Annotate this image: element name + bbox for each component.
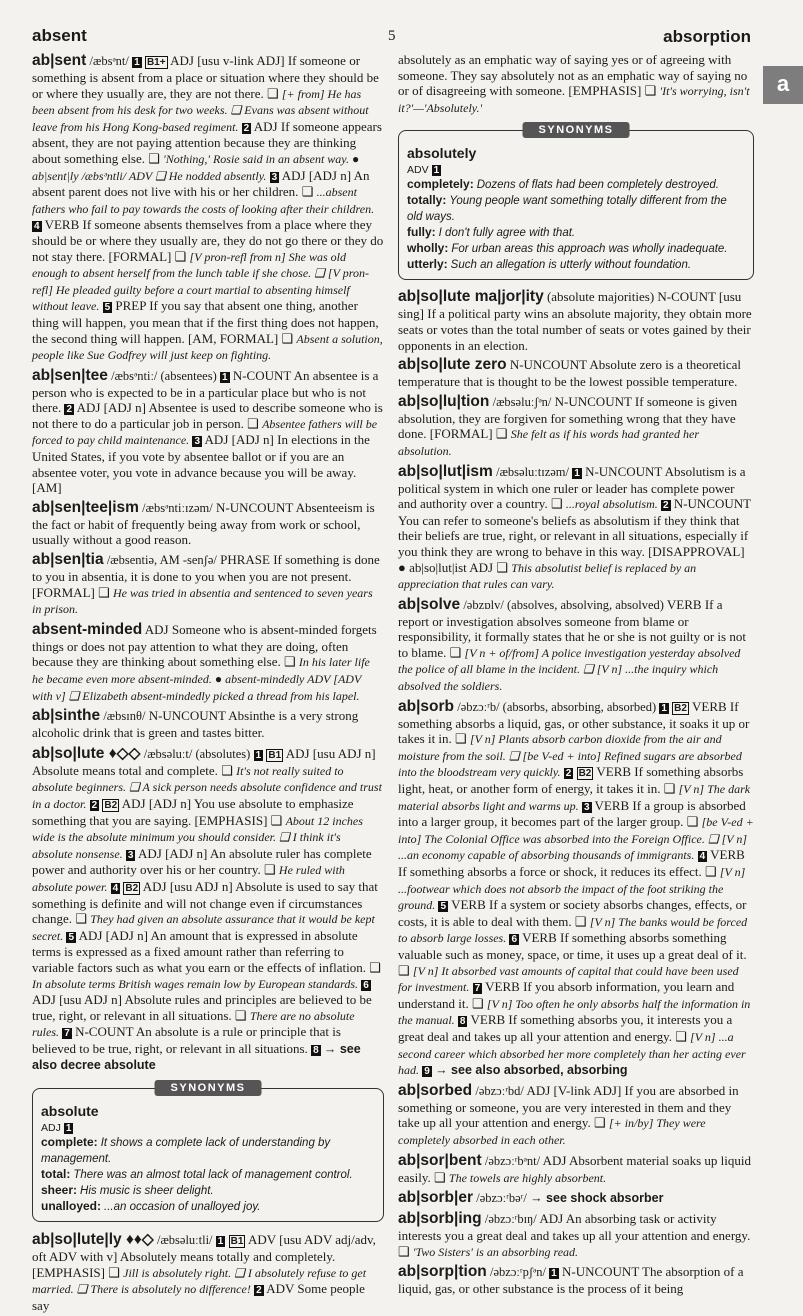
entry-absorbed: ab|sorbed /əbzɔːʳbd/ ADJ [V-link ADJ] If you are absorbed in something or someone, you are very interested in them and they take up all your attention and energy. ❑ [+ in/by] They were completely absorbed in each other. xyxy=(398,1081,739,1147)
headword: ab|sorbed xyxy=(398,1081,473,1099)
headword: ab|sorb xyxy=(398,697,455,715)
example: [V n + of/from] A police investigation yesterday absolved the police of all blame in the incident. ❑ [V n] ...the inquiry which absolved the soldiers. xyxy=(398,645,741,694)
entry-absorb: ab|sorb /əbzɔːʳb/ (absorbs, absorbing, absorbed) 1 B2 VERB If something absorbs a liquid, gas, or other substance, it soaks it up or takes it in. ❑ [V n] Plants absorb carbon dioxide from the air and moisture from the soil. ❑ [be V-ed + into] Refined sugars are absorbed into the bloodstream very quickly. 2 B2 VERB If something absorbs light, heat, or another form of energy, it takes it in. ❑ [V n] The dark material absorbs light and warms up. 3 VERB If a group is absorbed into a larger group, it becomes part of the larger group. ❑ [be V-ed + into] The Colonial Office was absorbed into the Foreign Office. ❑ [V n] ...an economy capable of absorbing thousands of immigrants. 4 VERB If something absorbs a force or shock, it reduces its effect. ❑ [V n] ...footwear which does not absorb the impact of the foot striking the ground. 5 VERB If a system or society absorbs changes, effects, or costs, it is able to deal with them. ❑ [V n] The banks would be forced to absorb large losses. 6 VERB If something absorbs something valuable such as money, space, or time, it uses up a great deal of it. ❑ [V n] It absorbed vast amounts of capital that could have been used for investment. 7 VERB If you absorb information, you learn and understand it. ❑ [V n] Too often he only absorbs half the information in the manual. 8 VERB If something absorbs you, it interests you a great deal and takes up all your attention and energy. ❑ [V n] ...a second career which absorbed her more completely than her acting ever had. 9 → see also absorbed, absorbing xyxy=(398,697,754,1078)
entry-absorbing: ab|sorb|ing /əbzɔːʳbɪŋ/ ADJ An absorbing task or activity interests you a great deal and takes up all your attention and energy. ❑ 'Two Sisters' is an absorbing read. xyxy=(398,1210,751,1259)
headword: ab|solve xyxy=(398,595,461,613)
example: Absentee fathers will be forced to pay child maintenance. xyxy=(32,416,378,448)
sense: VERB If someone absents themselves from a place where they should be or where they usually are, they do not go there or they do not stay there. [FORMAL] xyxy=(32,217,384,264)
headword: ab|sorp|tion xyxy=(398,1263,487,1281)
synonym-item: total: There was an almost total lack of management control. xyxy=(41,1167,353,1182)
example: They had given an absolute assurance that it would be kept secret. xyxy=(32,912,375,943)
entry-absolutely: ab|so|lute|ly ♦♦◇ /æbsəluːtli/ 1 B1 ADV [usu ADV adj/adv, oft ADV with v] Absolutely means totally and completely. [EMPHASIS] ❑ Jill is absolutely right. ❑ I absolutely refuse to get married. ❑ There is absolutely no difference! 2 ADV Some people say xyxy=(32,1231,376,1313)
synonyms-label: SYNONYMS xyxy=(523,122,630,138)
headword: absent-minded xyxy=(32,620,143,638)
sense: VERB If something absorbs a force or shock, it reduces its effect. xyxy=(398,847,745,879)
pronunciation: /æbsᵊntiːɪzəm/ xyxy=(142,500,213,515)
example: In absolute terms British wages remain low by European standards. xyxy=(32,976,358,991)
example: [V n] Too often he only absorbs half the information in the manual. xyxy=(398,996,751,1028)
sense: PHRASE If something is done to you in absentia, it is done to you when you are not present. [FORMAL] xyxy=(32,552,380,600)
synonym-item: complete: It shows a complete lack of understanding by management. xyxy=(41,1135,331,1166)
page-number: 5 xyxy=(388,28,396,44)
example: In his later life he became even more absent-minded. ● absent-mindedly ADV [ADV with v] ❑ Elizabeth absent-mindedly picked a thread from his lapel. xyxy=(32,655,370,703)
headword: ab|so|lu|tion xyxy=(398,392,490,410)
sense: N-UNCOUNT You can refer to someone's beliefs as absolutism if they think that their beliefs are true, right, or relevant in all situations, especially if you think they are wrong to behave in this way. [DISAPPROVAL] ● ab|so|lut|ist ADJ xyxy=(398,496,751,575)
example: [V pron-refl from n] She was old enough to absent herself from the lunch table if she chose. ❑ [V pron-refl] He pleaded guilty before a court martial to absenting himself without leave. xyxy=(32,249,369,314)
example: [V n] The dark material absorbs light and warms up. xyxy=(398,782,751,813)
entry-absolute-majority xyxy=(398,288,754,353)
sense: VERB If something absorbs you, it interests you a great deal and takes up all your attention and energy. xyxy=(398,1012,733,1044)
headword: ab|sent xyxy=(32,52,87,69)
sense: VERB If something absorbs something valuable such as money, space, or time, it uses up a great deal of it. xyxy=(398,930,747,962)
sense: N-UNCOUNT Absolutism is a political system in which one ruler or leader has complete power and authority over a country. xyxy=(398,463,746,512)
sense: VERB If something absorbs a liquid, gas, or other substance, it soaks it up or takes it in. xyxy=(398,698,750,747)
synonym-item: completely: Dozens of flats had been completely destroyed. xyxy=(407,177,719,192)
sense: N-COUNT An absentee is a person who is expected to be in a particular place but who is not there. xyxy=(32,367,379,416)
sense: N-UNCOUNT If someone is given absolution, they are forgiven for something wrong that they have done. [FORMAL] xyxy=(398,393,738,442)
pronunciation: /əbzɔːʳb/ (absorbs, absorbing, absorbed) xyxy=(457,699,657,714)
example: There are no absolute rules. xyxy=(32,1008,355,1040)
synonyms-label: SYNONYMS xyxy=(155,1080,262,1096)
headword: ab|so|lut|ism xyxy=(398,462,493,480)
sense: N-UNCOUNT The absorption of a liquid, gas, or other substance is the process of it being xyxy=(398,1264,744,1297)
sense: ADJ If someone appears absent, they are not paying attention because they are thinking about something else. xyxy=(32,118,382,166)
example: He ruled with absolute power. xyxy=(32,863,345,894)
entry-absinthe xyxy=(32,707,384,741)
sense: PREP If you say that absent one thing, another thing will happen, you mean that if the first thing does not happen, the second thing will happen. [AM, FORMAL] xyxy=(32,298,379,346)
pronunciation: /æbsᵊntiː/ (absentees) xyxy=(111,368,217,383)
pronunciation: /əbzɔːʳbᵊnt/ xyxy=(484,1153,541,1168)
sense: ADJ [ADJ n] You use absolute to emphasize something that you are saying. [EMPHASIS] xyxy=(32,795,354,828)
sense: VERB If a group is absorbed into a larger group, it becomes part of the larger group. xyxy=(398,797,746,830)
sense: ADV Some people say xyxy=(32,1281,365,1313)
pronunciation: /æbsᵊnt/ xyxy=(89,54,129,68)
part-of-speech: ADJ xyxy=(41,1122,61,1135)
pronunciation: /əbzɒlv/ (absolves, absolving, absolved) xyxy=(463,597,664,612)
entry-absolutism: ab|so|lut|ism /æbsəluːtɪzəm/ 1 N-UNCOUNT Absolutism is a political system in which one ruler or leader has complete power and authority over a country. ❑ ...royal absolutism. 2 N-UNCOUNT You can refer to someone's beliefs as absolutism if they think that their beliefs are true, right, or relevant in all situations, especially if you think they are wrong to behave in this way. [DISAPPROVAL] ● ab|so|lut|ist ADJ ❑ This absolutist belief is replaced by an appreciation that rules can vary. xyxy=(398,462,751,592)
pronunciation: /əbzɔːʳbd/ xyxy=(475,1083,524,1098)
entry-absolute-zero xyxy=(398,356,754,390)
example: Jill is absolutely right. ❑ I absolutely refuse to get married. ❑ There is absolutely no difference! xyxy=(32,1265,367,1297)
sense: ADJ [ADJ n] An amount that is expressed in absolute terms is expressed as a fixed amount rather than referring to variable factors such as what you earn or the effects of inflation. xyxy=(32,927,367,975)
sense: ADJ [V-link ADJ] If you are absorbed in something or someone, you are very interested in them and they take up all your attention and energy. xyxy=(398,1082,739,1131)
sense: ADJ An absorbing task or activity interests you a great deal and takes up all your attention and energy. xyxy=(398,1211,751,1244)
headword: ab|sorb|er xyxy=(398,1189,474,1207)
synonym-item: utterly: Such an allegation is utterly without foundation. xyxy=(407,257,692,272)
example: [+ in/by] They were completely absorbed in each other. xyxy=(398,1116,706,1147)
entry-absorption: ab|sorp|tion /əbzɔːʳpʃᵊn/ 1 N-UNCOUNT The absorption of a liquid, gas, or other substance is the process of it being xyxy=(398,1263,744,1297)
example: [+ from] He has been absent from his desk for two weeks. ❑ Evans was absent without leave from his Hong Kong-based regiment. xyxy=(32,86,369,134)
entry-absolutely-continued: absolutely as an emphatic way of saying yes or of agreeing with someone. They say absolutely not as an emphatic way of saying no or of disagreeing with someone. [EMPHASIS] ❑ 'It's worrying, isn't it?'—'Absolutely.' xyxy=(398,52,750,115)
synonym-item: fully: I don't fully agree with that. xyxy=(407,225,576,240)
guide-word-left: absent xyxy=(32,26,87,45)
sense: ADJ [ADJ n] An absolute ruler has complete power and authority over his or her country. xyxy=(32,845,372,878)
example: She felt as if his words had granted her absolution. xyxy=(398,427,699,458)
synonym-item: totally: Young people want something totally different from the old ways. xyxy=(407,193,727,224)
headword: ab|sorb|ing xyxy=(398,1210,482,1228)
example: 'Nothing,' Rosie said in an absent way. ● ab|sent|ly /æbsᵊntli/ ADV ❑ He nodded absently. xyxy=(32,151,360,183)
example: This absolutist belief is replaced by an appreciation that rules can vary. xyxy=(398,560,697,592)
letter-thumb-tab: a xyxy=(763,66,803,104)
entry-absorbent: ab|sor|bent /əbzɔːʳbᵊnt/ ADJ Absorbent material soaks up liquid easily. ❑ The towels are highly absorbent. xyxy=(398,1151,751,1185)
sense: VERB If a report or investigation absolves someone from blame or responsibility, it formally states that he or she is not guilty or is not to blame. xyxy=(398,596,746,660)
pronunciation: /əbzɔːʳpʃᵊn/ xyxy=(490,1265,546,1280)
cross-reference: → see also absorbed, absorbing xyxy=(435,1063,628,1078)
headword: ab|sinthe xyxy=(32,707,101,725)
headword: ab|sen|tee xyxy=(32,366,108,384)
pronunciation: /əbzɔːʳbəʳ/ xyxy=(476,1191,527,1206)
synonyms-box-absolute: SYNONYMS absolute ADJ 1 complete: It shows a complete lack of understanding by management. total: There was an almost total lack of management control. sheer: His music is sheer delight. unalloyed: ...an occasion of unalloyed joy. xyxy=(32,1088,384,1222)
synonyms-headword: absolutely xyxy=(407,145,477,162)
entry-absent: ab|sent /æbsᵊnt/ 1 B1+ ADJ [usu v-link ADJ] If someone or something is absent from a place or situation where they should be or where they usually are, they are not there. ❑ [+ from] He has been absent from his desk for two weeks. ❑ Evans was absent without leave from his Hong Kong-based regiment. 2 ADJ If someone appears absent, they are not paying attention because they are thinking about something else. ❑ 'Nothing,' Rosie said in an absent way. ● ab|sent|ly /æbsᵊntli/ ADV ❑ He nodded absently. 3 ADJ [ADJ n] An absent parent does not live with his or her children. ❑ ...absent fathers who fail to pay towards the costs of looking after their children. 4 VERB If someone absents themselves from a place where they should be or where they usually are, they do not go there or they do not stay there. [FORMAL] ❑ [V pron-refl from n] She was old enough to absent herself from the lunch table if she chose. ❑ [V pron-refl] He pleaded guilty before a court martial to absenting himself without leave. 5 PREP If you say that absent one thing, another thing will happen, you mean that if the first thing does not happen, the second thing will happen. [AM, FORMAL] ❑ Absent a solution, people like Sue Godfrey will just keep on fighting. xyxy=(32,52,384,363)
headword: ab|so|lute zero xyxy=(398,356,507,374)
pronunciation: /æbsentiə, AM -senʃə/ xyxy=(106,553,217,568)
sense: ADJ [usu ADJ n] Absolute means total and complete. xyxy=(32,745,376,778)
example: [V n] ...footwear which does not absorb the impact of the foot striking the ground. xyxy=(398,865,746,913)
headword: ab|sen|tia xyxy=(32,551,104,569)
left-column xyxy=(32,52,384,1316)
sense: ADJ [usu ADJ n] Absolute is used to say that something is definite and will not change even if circumstances change. xyxy=(32,878,378,927)
sense: ADJ [usu ADJ n] Absolute rules and principles are believed to be true, right, or relevant in all situations. xyxy=(32,992,372,1023)
headword: ab|sor|bent xyxy=(398,1151,482,1169)
example: ...royal absolutism. xyxy=(565,497,658,512)
sense: ADJ [ADJ n] Absentee is used to describe someone who is not there to do a particular job in person. xyxy=(32,400,383,431)
sense: ADJ [ADJ n] An absent parent does not live with his or her children. xyxy=(32,167,370,200)
example: 'Two Sisters' is an absorbing read. xyxy=(412,1244,579,1259)
example: The towels are highly absorbent. xyxy=(448,1170,607,1185)
pronunciation: /æbsəluːʃᵊn/ xyxy=(492,394,552,409)
sense: N-UNCOUNT Absenteeism is the fact or habit of frequently being away from work or school, usually without a good reason. xyxy=(32,499,375,548)
entry-absentia: ab|sen|tia /æbsentiə, AM -senʃə/ PHRASE If something is done to you in absentia, it is done to you when you are not present. [FORMAL] ❑ He was tried in absentia and sentenced to seven years in prison. xyxy=(32,551,380,617)
sense: ADJ [usu v-link ADJ] If someone or something is absent from a place or situation where they should be or where they usually are, they are not there. xyxy=(32,53,379,101)
sense: N-UNCOUNT Absinthe is a very strong alcoholic drink that is green and tastes bitter. xyxy=(32,708,359,741)
headword: ab|so|lute ♦◇◇ xyxy=(32,744,141,762)
example: [be V-ed + into] The Colonial Office was absorbed into the Foreign Office. ❑ [V n] ...an economy capable of absorbing thousands of immigrants. xyxy=(398,815,754,863)
entry-absolve: ab|solve /əbzɒlv/ (absolves, absolving, absolved) VERB If a report or investigation absolves someone from blame or responsibility, it formally states that he or she is not guilty or is not to blame. ❑ [V n + of/from] A police investigation yesterday absolved the police of all blame in the incident. ❑ [V n] ...the inquiry which absolved the soldiers. xyxy=(398,595,746,694)
pronunciation: /æbsɪnθ/ xyxy=(103,709,146,724)
sense: ADJ [ADJ n] In elections in the United States, if you vote by absentee ballot or if you are an absentee voter, you vote in advance because you will be away. [AM] xyxy=(32,432,370,496)
entry-absorber xyxy=(398,1189,754,1207)
entry-absentee: ab|sen|tee /æbsᵊntiː/ (absentees) 1 N-COUNT An absentee is a person who is expected to be in a particular place but who is not there. 2 ADJ [ADJ n] Absentee is used to describe someone who is not there to do a particular job in person. ❑ Absentee fathers will be forced to pay child maintenance. 3 ADJ [ADJ n] In elections in the United States, if you vote by absentee ballot or if you are an absentee voter, you vote in advance because you will be away. [AM] xyxy=(32,366,383,496)
page-header xyxy=(0,26,803,50)
example: It's not really suited to absolute beginners. ❑ A sick person needs absolute confidence and trust in a doctor. xyxy=(32,763,382,811)
sense: ADV [usu ADV adj/adv, oft ADV with v] Absolutely means totally and completely. [EMPHASIS] xyxy=(32,1232,376,1280)
example: ...absent fathers who fail to pay towards the costs of looking after their children. xyxy=(32,185,375,216)
sense: (absolute majorities) N-COUNT [usu sing] If a political party wins an absolute majority, they obtain more seats or votes than the total number of seats or votes gained by their opponents in an election. xyxy=(398,289,752,353)
guide-word-right: absorption xyxy=(663,27,751,46)
headword: ab|so|lute ma|jor|ity xyxy=(398,288,544,306)
cross-reference: → see shock absorber xyxy=(530,1191,664,1206)
example: About 12 inches wide is the absolute minimum you should consider. ❑ I think it's absolute nonsense. xyxy=(32,813,363,861)
example: [V n] Plants absorb carbon dioxide from the air and moisture from the soil. ❑ [be V-ed + into] Refined sugars are absorbed into the bloodstream very quickly. xyxy=(398,732,742,780)
entry-absolution: ab|so|lu|tion /æbsəluːʃᵊn/ N-UNCOUNT If someone is given absolution, they are forgiven for something wrong that they have done. [FORMAL] ❑ She felt as if his words had granted her absolution. xyxy=(398,392,738,458)
entry-absent-minded: absent-minded ADJ Someone who is absent-minded forgets things or does not pay attention to what they are doing, often because they are thinking about something else. ❑ In his later life he became even more absent-minded. ● absent-mindedly ADV [ADV with v] ❑ Elizabeth absent-mindedly picked a thread from his lapel. xyxy=(32,620,377,703)
headword: ab|sen|tee|ism xyxy=(32,498,139,516)
sense: N-COUNT An absolute is a rule or principle that is believed to be true, right, or relevant in all situations. xyxy=(32,1024,341,1056)
sense: VERB If a system or society absorbs changes, effects, or costs, it is able to deal with them. xyxy=(398,897,747,929)
synonyms-headword: absolute xyxy=(41,1103,99,1120)
part-of-speech: ADV xyxy=(407,164,429,177)
example: [V n] The banks would be forced to absorb large losses. xyxy=(398,914,748,946)
example: He was tried in absentia and sentenced to seven years in prison. xyxy=(32,585,373,617)
example: 'It's worrying, isn't it?'—'Absolutely.' xyxy=(398,84,750,115)
entry-absolute: ab|so|lute ♦◇◇ /æbsəluːt/ (absolutes) 1 B1 ADJ [usu ADJ n] Absolute means total and complete. ❑ It's not really suited to absolute beginners. ❑ A sick person needs absolute confidence and trust in a doctor. 2 B2 ADJ [ADJ n] You use absolute to emphasize something that you are saying. [EMPHASIS] ❑ About 12 inches wide is the absolute minimum you should consider. ❑ I think it's absolute nonsense. 3 ADJ [ADJ n] An absolute ruler has complete power and authority over his or her country. ❑ He ruled with absolute power. 4 B2 ADJ [usu ADJ n] Absolute is used to say that something is definite and will not change even if circumstances change. ❑ They had given an absolute assurance that it would be kept secret. 5 ADJ [ADJ n] An amount that is expressed in absolute terms is expressed as a fixed amount rather than referring to variable factors such as what you earn or the effects of inflation. ❑ In absolute terms British wages remain low by European standards. 6 ADJ [usu ADJ n] Absolute rules and principles are believed to be true, right, or relevant in all situations. ❑ There are no absolute rules. 7 N-COUNT An absolute is a rule or principle that is believed to be true, right, or relevant in all situations. 8 → see also decree absolute xyxy=(32,744,382,1073)
synonym-item: unalloyed: ...an occasion of unalloyed joy. xyxy=(41,1199,261,1214)
sense: N-UNCOUNT Absolute zero is a theoretical temperature that is thought to be the lowest possible temperature. xyxy=(398,357,742,390)
synonym-item: sheer: His music is sheer delight. xyxy=(41,1183,214,1198)
synonyms-box-absolutely: SYNONYMS absolutely ADV 1 completely: Dozens of flats had been completely destroyed. totally: Young people want something totally different from the old ways. fully: I don't fully agree with that. wholly: For urban areas this approach was wholly inadequate. utterly: Such an allegation is utterly without foundation. xyxy=(398,130,754,280)
synonym-item: wholly: For urban areas this approach was wholly inadequate. xyxy=(407,241,728,256)
example: [V n] ...a second career which absorbed her more completely than her acting ever had. xyxy=(398,1029,746,1078)
sense: ADJ Absorbent material soaks up liquid easily. xyxy=(398,1152,751,1185)
sense: ADJ Someone who is absent-minded forgets things or does not pay attention to what they are doing, often because they are thinking about something else. xyxy=(32,621,377,670)
right-column xyxy=(398,52,754,1300)
pronunciation: /æbsəluːtɪzəm/ xyxy=(496,464,570,479)
sense: VERB If you absorb information, you learn and understand it. xyxy=(398,979,735,1011)
pronunciation: /əbzɔːʳbɪŋ/ xyxy=(484,1212,537,1227)
pronunciation: /æbsəluːt/ (absolutes) xyxy=(143,746,251,761)
example: Absent a solution, people like Sue Godfrey will just keep on fighting. xyxy=(32,331,383,363)
entry-absenteeism xyxy=(32,499,384,548)
pronunciation: /æbsəluːtli/ xyxy=(156,1233,213,1248)
cross-reference: → see also decree absolute xyxy=(32,1041,361,1073)
sense: absolutely as an emphatic way of saying yes or of agreeing with someone. They say absolutely not as an emphatic way of saying no or of disagreeing with someone. [EMPHASIS] xyxy=(398,52,748,99)
sense: VERB If something absorbs light, heat, or another form of energy, it takes it in. xyxy=(398,764,744,797)
example: [V n] It absorbed vast amounts of capital that could have been used for investment. xyxy=(398,963,739,995)
headword: ab|so|lute|ly ♦♦◇ xyxy=(32,1231,154,1249)
